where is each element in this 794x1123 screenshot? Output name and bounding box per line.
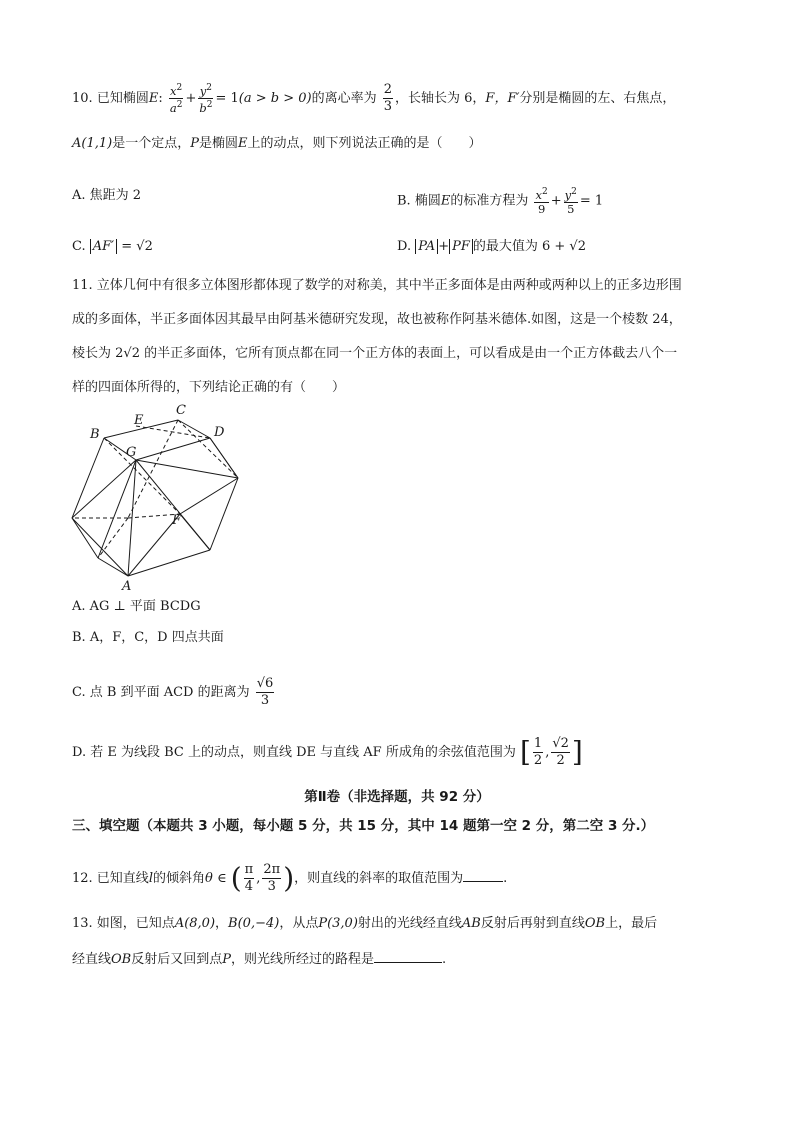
q12-answer-blank[interactable] [463, 881, 503, 882]
q11-option-c: C. 点 B 到平面 ACD 的距离为 $\frac{√6}{3}$ [72, 676, 274, 708]
eccentricity-fraction: $\frac{2}{3}$ [383, 82, 393, 114]
q11-line1: 11. 立体几何中有很多立体图形都体现了数学的对称美，其中半正多面体是由两种或两种以上的正多边形围 [72, 278, 682, 293]
label-E: E [134, 413, 144, 428]
label-F: F [172, 513, 182, 528]
q11-line2: 成的多面体，半正多面体因其最早由阿基米德研究发现，故也被称作阿基米德体.如图，这是一个棱数 24， [72, 312, 682, 327]
q13-answer-blank[interactable] [374, 962, 442, 963]
label-C: C [176, 403, 186, 418]
q11-option-a: A. AG ⊥ 平面 BCDG [72, 599, 201, 614]
x2-over-a2: $\frac{x^2}{a^2}$ [169, 83, 183, 115]
label-A: A [122, 579, 132, 593]
q11-option-b: B. A，F，C，D 四点共面 [72, 630, 224, 645]
q11-option-d: D. 若 E 为线段 BC 上的动点，则直线 DE 与直线 AF 所成角的余弦值范围为 [ $\frac{1}{2}$ , $\frac{√2}{2}$ ] [72, 735, 583, 769]
q10-number: 10. [72, 91, 93, 106]
label-D: D [214, 425, 225, 440]
q10-option-c: C. AF′ = √2 [72, 239, 153, 254]
y2-over-b2: $\frac{y^2}{b^2}$ [199, 83, 213, 115]
q10-option-a: A. 焦距为 2 [72, 188, 142, 203]
q11-line3: 棱长为 2√2 的半正多面体，它所有顶点都在同一个正方体的表面上，可以看成是由一个正方体截去八个一 [72, 346, 678, 361]
section-heading: 三、填空题（本题共 3 小题，每小题 5 分，共 15 分，其中 14 题第一空 2 分，第二空 3 分.） [72, 818, 655, 834]
q11-line4: 样的四面体所得的，下列结论正确的有（ ） [72, 380, 346, 395]
q10-line1: 10. 已知椭圆E: $\frac{x^2}{a^2}$ + $\frac{y^2}{b^2}$ = 1(a > b > 0)的离心率为 $\frac{2}{3}$ ，长轴长为 6，F，F′分别是椭圆的左、右焦点， [72, 82, 676, 115]
section-title: 第Ⅱ卷（非选择题，共 92 分） [304, 789, 490, 805]
q10-option-d: D. PA + PF 的最大值为 6 + √2 [397, 239, 586, 254]
q13-line2: 经直线OB反射后又回到点P，则光线所经过的路程是 . [72, 952, 447, 967]
q12-line: 12. 已知直线l的倾斜角θ ∈ ( $\frac{\pi}{4}$ , $\frac{2\pi}{3}$ )，则直线的斜率的取值范围为 . [72, 861, 508, 895]
q10-line2: A(1,1)是一个定点，P是椭圆E上的动点，则下列说法正确的是（ ） [72, 136, 482, 151]
polyhedron-figure [60, 398, 260, 593]
label-G: G [126, 445, 137, 460]
q13-line1: 13. 如图，已知点A(8,0)，B(0,−4)，从点P(3,0)射出的光线经直线AB反射后再射到直线OB上，最后 [72, 916, 658, 931]
label-B: B [90, 427, 100, 442]
q10-option-b: B. 椭圆E的标准方程为 $\frac{x^2}{9}$ + $\frac{y^2}{5}$ = 1 [397, 187, 604, 216]
